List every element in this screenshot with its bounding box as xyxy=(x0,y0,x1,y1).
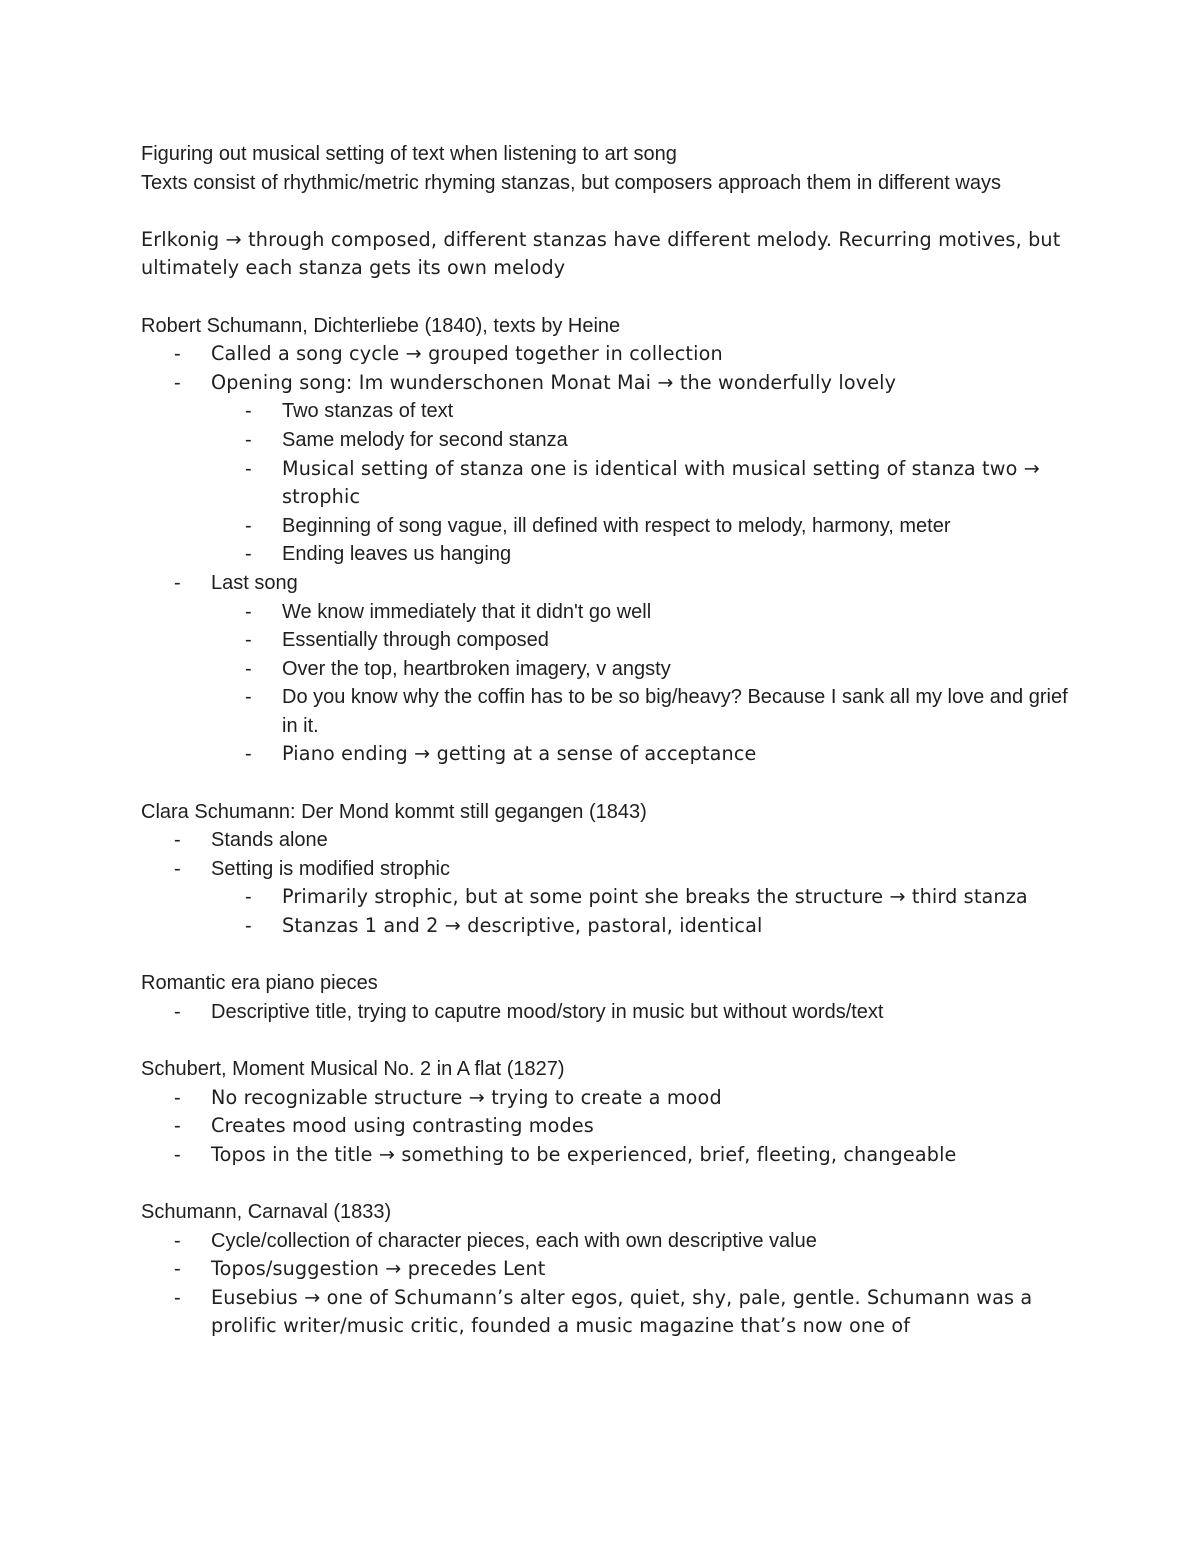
sub-bullet-item: - Same melody for second stanza xyxy=(141,426,1071,455)
bullet-dash: - xyxy=(245,657,252,680)
bullet-item: - Creates mood using contrasting modes xyxy=(141,1112,1071,1141)
bullet-item: - Topos/suggestion → precedes Lent xyxy=(141,1255,1071,1284)
sub-bullet-item: - Ending leaves us hanging xyxy=(141,540,1071,569)
bullet-dash: - xyxy=(245,686,252,709)
bullet-dash: - xyxy=(245,600,252,623)
sub-bullet-item: - Essentially through composed xyxy=(141,626,1071,655)
bullet-item: - Eusebius → one of Schumann’s alter egos, quiet, shy, pale, gentle. Schumann was a prolific writer/music critic, founded a music magazine that’s now one of xyxy=(174,1285,1033,1338)
section-heading: Robert Schumann, Dichterliebe (1840), texts by Heine xyxy=(141,314,621,337)
bullet-dash: - xyxy=(245,629,252,652)
sub-bullet-item: - Primarily strophic, but at some point she breaks the structure → third stanza xyxy=(141,883,1071,912)
bullet-dash: - xyxy=(245,915,252,938)
bullet-dash: - xyxy=(245,514,252,537)
section-heading: Romantic era piano pieces xyxy=(141,972,378,995)
bullet-dash: - xyxy=(174,1115,181,1138)
text-line: Erlkonig → through composed, different stanzas have different melody. Recurring motives, but ultimately each stanza gets its own melody xyxy=(141,227,1061,280)
bullet-dash: - xyxy=(174,1143,181,1166)
text-line: Figuring out musical setting of text when listening to art song xyxy=(141,143,677,165)
bullet-dash: - xyxy=(174,829,181,852)
bullet-dash: - xyxy=(174,1086,181,1109)
bullet-dash: - xyxy=(174,1258,181,1281)
sub-bullet-item: - Stanzas 1 and 2 → descriptive, pastoral, identical xyxy=(141,912,1071,941)
bullet-item: - Cycle/collection of character pieces, each with own descriptive value xyxy=(141,1227,1071,1256)
bullet-item: - Stands alone xyxy=(141,826,1071,855)
bullet-dash: - xyxy=(245,400,252,423)
document-page xyxy=(141,140,1071,1341)
bullet-dash: - xyxy=(245,886,252,909)
bullet-dash: - xyxy=(174,1229,181,1252)
section-heading: Schubert, Moment Musical No. 2 in A flat (1827) xyxy=(141,1058,565,1080)
sub-bullet-item: - Piano ending → getting at a sense of acceptance xyxy=(141,740,1071,769)
bullet-dash: - xyxy=(245,457,252,480)
bullet-dash: - xyxy=(174,343,181,366)
bullet-dash: - xyxy=(245,543,252,566)
bullet-dash: - xyxy=(174,571,181,594)
sub-bullet-item: - Musical setting of stanza one is identical with musical setting of stanza two → strophic xyxy=(245,456,1040,509)
section-heading: Clara Schumann: Der Mond kommt still gegangen (1843) xyxy=(141,800,647,823)
bullet-item: - No recognizable structure → trying to create a mood xyxy=(141,1084,1071,1113)
bullet-item: - Descriptive title, trying to caputre mood/story in music but without words/text xyxy=(141,998,1071,1027)
sub-bullet-item: - Beginning of song vague, ill defined with respect to melody, harmony, meter xyxy=(141,512,1071,541)
sub-bullet-item: - Do you know why the coffin has to be so big/heavy? Because I sank all my love and grief in it. xyxy=(141,683,1071,740)
bullet-item: - Called a song cycle → grouped together in collection xyxy=(141,340,1071,369)
bullet-dash: - xyxy=(245,743,252,766)
sub-bullet-item: - We know immediately that it didn't go well xyxy=(141,598,1071,627)
bullet-dash: - xyxy=(174,371,181,394)
section-heading: Schumann, Carnaval (1833) xyxy=(141,1200,392,1223)
bullet-dash: - xyxy=(174,857,181,880)
sub-bullet-item: - Over the top, heartbroken imagery, v angsty xyxy=(141,655,1071,684)
text-line: Texts consist of rhythmic/metric rhyming stanzas, but composers approach them in different ways xyxy=(141,171,1001,194)
bullet-item: - Setting is modified strophic xyxy=(141,855,1071,884)
sub-bullet-item: - Two stanzas of text xyxy=(141,397,1071,426)
bullet-item: - Last song xyxy=(141,569,1071,598)
bullet-item: - Topos in the title → something to be experienced, brief, fleeting, changeable xyxy=(141,1141,1071,1170)
bullet-dash: - xyxy=(174,1286,181,1309)
bullet-item: - Opening song: Im wunderschonen Monat Mai → the wonderfully lovely xyxy=(141,369,1071,398)
bullet-dash: - xyxy=(174,1000,181,1023)
bullet-dash: - xyxy=(245,428,252,451)
